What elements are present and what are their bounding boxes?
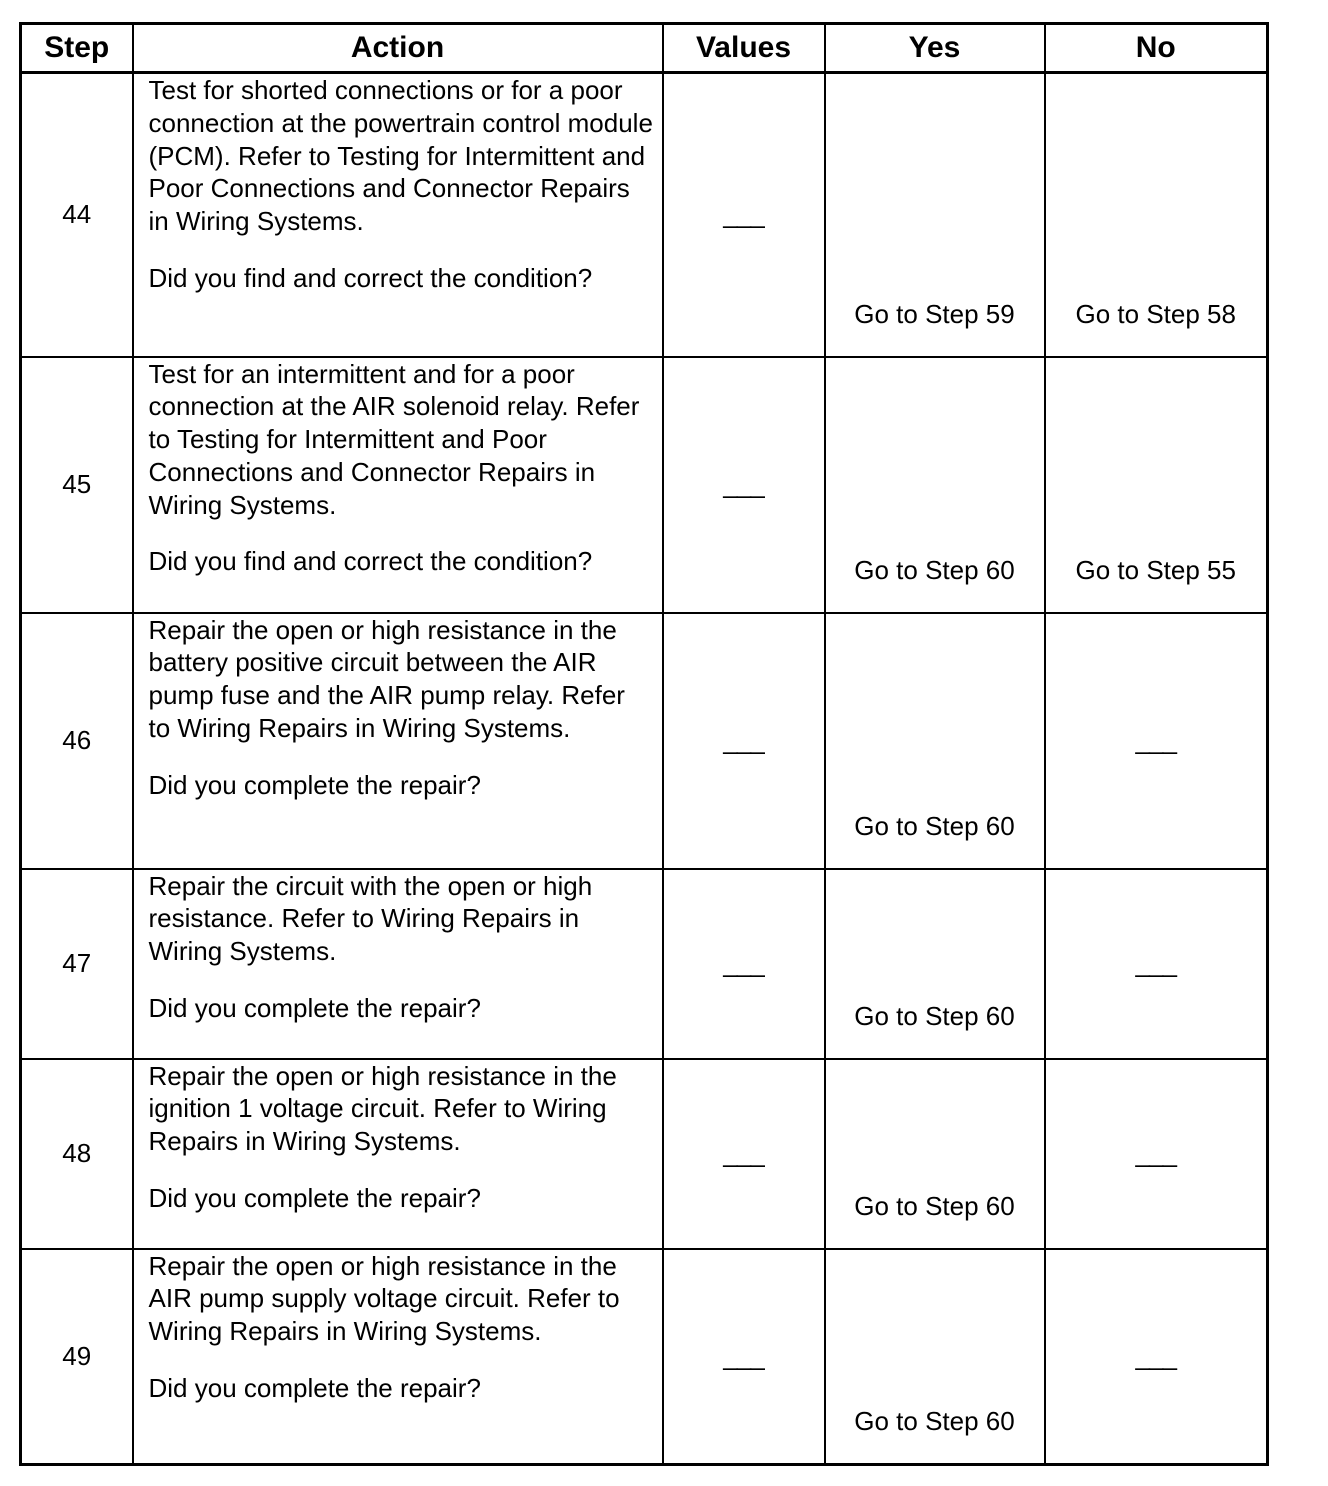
values-cell bbox=[663, 357, 825, 613]
no-placeholder: ___ bbox=[1135, 948, 1176, 978]
action-cell bbox=[133, 1249, 663, 1465]
yes-cell: Go to Step 60 bbox=[825, 357, 1045, 613]
header-step: Step bbox=[21, 24, 133, 73]
yes-cell: Go to Step 60 bbox=[825, 1059, 1045, 1249]
action-cell bbox=[133, 73, 663, 357]
values-placeholder: ___ bbox=[723, 469, 764, 499]
action-text: Test for an intermittent and for a poor connection at the AIR solenoid relay. Refer to Testing for Intermittent and Poor Connections and Connector Repairs in Wiring Systems. bbox=[148, 358, 640, 520]
values-cell bbox=[663, 869, 825, 1059]
step-number: 45 bbox=[21, 357, 133, 613]
values-placeholder: ___ bbox=[723, 199, 764, 230]
no-placeholder: ___ bbox=[1135, 1340, 1176, 1371]
table-row bbox=[21, 613, 1268, 869]
values-placeholder: ___ bbox=[723, 1138, 764, 1168]
action-cell bbox=[133, 613, 663, 869]
no-placeholder: ___ bbox=[1135, 1138, 1176, 1168]
header-values: Values bbox=[663, 24, 825, 73]
step-number: 47 bbox=[21, 869, 133, 1059]
diagnostic-table bbox=[19, 22, 1269, 1466]
values-cell bbox=[663, 613, 825, 869]
action-text: Test for shorted connections or for a poor connection at the powertrain control module (PCM). Refer to Testing for Intermittent and Poor Connections and Connector Repairs in Wiring Systems. bbox=[148, 75, 653, 237]
no-cell bbox=[1045, 1249, 1268, 1465]
yes-cell: Go to Step 60 bbox=[825, 869, 1045, 1059]
yes-cell: Go to Step 60 bbox=[825, 1249, 1045, 1465]
action-text: Repair the open or high resistance in the AIR pump supply voltage circuit. Refer to Wiring Repairs in Wiring Systems. bbox=[148, 1250, 620, 1347]
step-number: 49 bbox=[21, 1249, 133, 1465]
values-placeholder: ___ bbox=[723, 725, 764, 755]
step-number: 44 bbox=[21, 73, 133, 357]
header-yes: Yes bbox=[825, 24, 1045, 73]
no-cell bbox=[1045, 869, 1268, 1059]
action-cell bbox=[133, 1059, 663, 1249]
no-placeholder: ___ bbox=[1135, 725, 1176, 755]
header-no: No bbox=[1045, 24, 1268, 73]
action-question: Did you complete the repair? bbox=[148, 769, 481, 800]
action-question: Did you complete the repair? bbox=[148, 1372, 481, 1403]
action-text: Repair the open or high resistance in the battery positive circuit between the AIR pump fuse and the AIR pump relay. Refer to Wiring Repairs in Wiring Systems. bbox=[148, 614, 625, 743]
values-cell bbox=[663, 1249, 825, 1465]
no-cell bbox=[1045, 1059, 1268, 1249]
header-action: Action bbox=[133, 24, 663, 73]
yes-cell: Go to Step 60 bbox=[825, 613, 1045, 869]
yes-cell: Go to Step 59 bbox=[825, 73, 1045, 357]
action-text: Repair the open or high resistance in the ignition 1 voltage circuit. Refer to Wiring Repairs in Wiring Systems. bbox=[148, 1060, 617, 1157]
table-row bbox=[21, 73, 1268, 357]
action-question: Did you complete the repair? bbox=[148, 1182, 481, 1213]
table-row bbox=[21, 357, 1268, 613]
table-row bbox=[21, 1059, 1268, 1249]
table-row bbox=[21, 869, 1268, 1059]
step-number: 48 bbox=[21, 1059, 133, 1249]
values-cell bbox=[663, 1059, 825, 1249]
no-cell: Go to Step 58 bbox=[1045, 73, 1268, 357]
action-question: Did you find and correct the condition? bbox=[148, 262, 593, 293]
action-cell bbox=[133, 869, 663, 1059]
step-number: 46 bbox=[21, 613, 133, 869]
action-text: Repair the circuit with the open or high resistance. Refer to Wiring Repairs in Wiring Systems. bbox=[148, 870, 593, 967]
table-row bbox=[21, 1249, 1268, 1465]
no-cell bbox=[1045, 613, 1268, 869]
action-question: Did you complete the repair? bbox=[148, 992, 481, 1023]
values-placeholder: ___ bbox=[723, 948, 764, 978]
action-cell bbox=[133, 357, 663, 613]
header-row bbox=[21, 24, 1268, 73]
no-cell: Go to Step 55 bbox=[1045, 357, 1268, 613]
action-question: Did you find and correct the condition? bbox=[148, 546, 593, 577]
values-cell bbox=[663, 73, 825, 357]
values-placeholder: ___ bbox=[723, 1340, 764, 1371]
